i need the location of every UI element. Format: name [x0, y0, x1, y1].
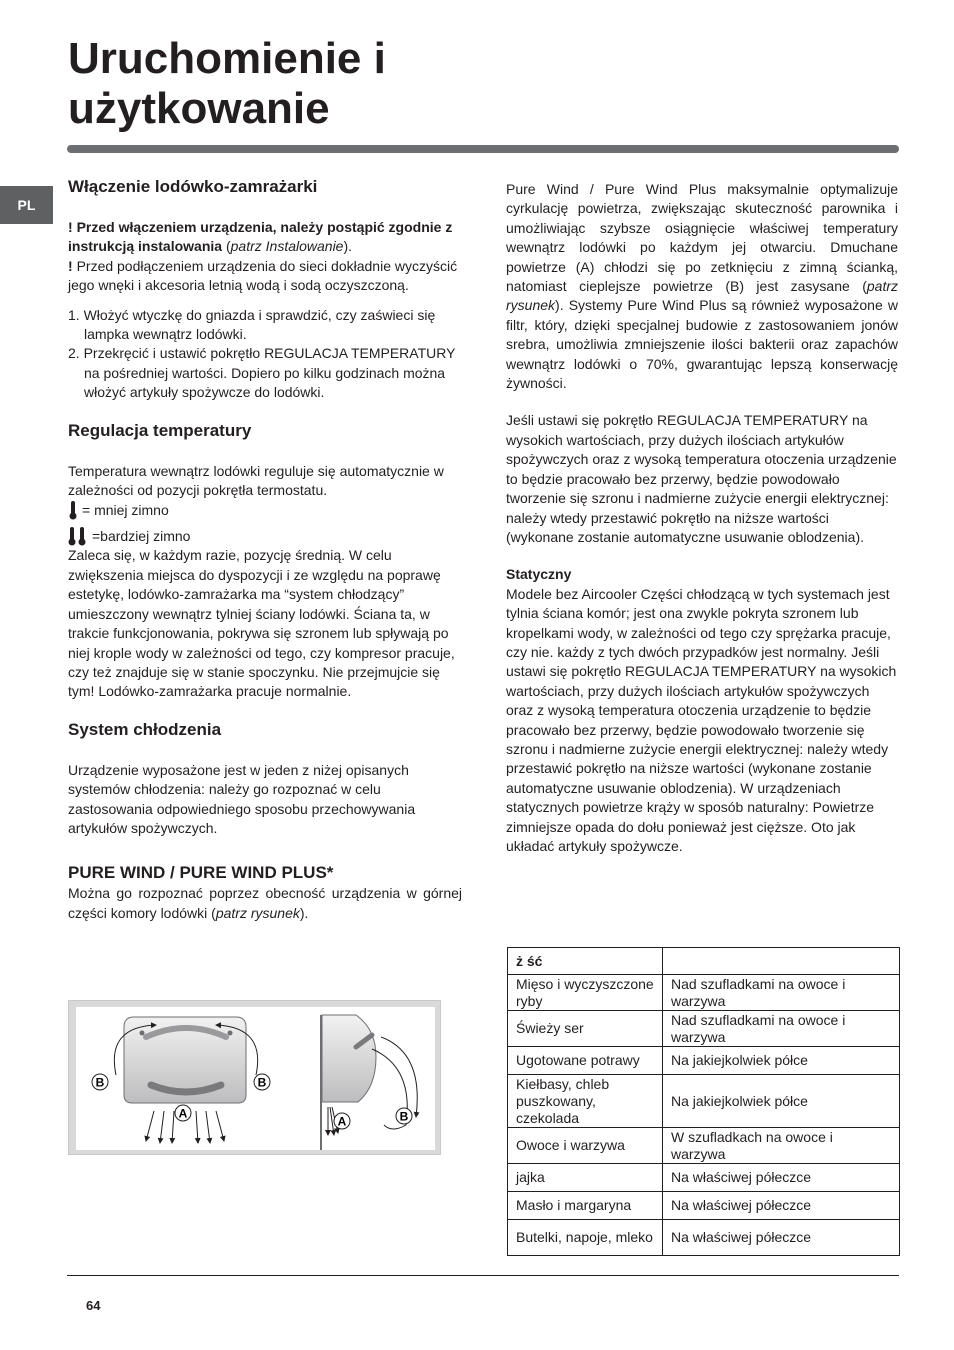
startup-steps — [68, 306, 462, 403]
label-a-side — [334, 1113, 350, 1129]
warning-mark: ! — [68, 257, 73, 274]
page-title-line-2: użytkowanie — [68, 84, 330, 133]
label-b-left-text: B — [95, 1075, 105, 1090]
label-a-side-text: A — [337, 1114, 347, 1129]
food-cell: Butelki, napoje, mleko — [508, 1220, 663, 1256]
pure-wind-description-ref: patrz rysunek — [506, 278, 898, 314]
more-cold-label: =bardziej zimno — [92, 527, 191, 544]
less-cold-label: = mniej zimno — [82, 501, 169, 518]
table-row — [508, 1128, 900, 1164]
label-b-right — [254, 1074, 270, 1090]
language-tab: PL — [0, 186, 53, 224]
food-storage-table — [507, 947, 900, 1256]
cooling-system-body: Urządzenie wyposażone jest w jeden z niżej opisanych systemów chłodzenia: należy go rozpoznać w celu zastosowania odpowiedniego sposobu przechowywania artykułów spożywczych. — [68, 761, 416, 836]
table-header-cell: ż ść — [508, 948, 663, 975]
section-heading-cooling-system: System chłodzenia — [68, 719, 222, 739]
more-cold-legend — [68, 526, 462, 546]
list-item: 1. Włożyć wtyczkę do gniazda i sprawdzić, czy zaświeci się lampka wewnątrz lodówki. — [68, 306, 436, 343]
location-cell: W szufladkach na owoce i warzywa — [663, 1128, 900, 1164]
airflow-diagram — [76, 1007, 435, 1150]
food-cell: Owoce i warzywa — [508, 1128, 663, 1164]
location-cell: Na jakiejkolwiek półce — [663, 1075, 900, 1128]
page-title-line-1: Uruchomienie i — [68, 34, 386, 83]
label-b-right-text: B — [257, 1075, 267, 1090]
warning-installation-close: ). — [343, 238, 353, 255]
table-row — [508, 975, 900, 1011]
location-cell: Na właściwej półeczce — [663, 1192, 900, 1220]
front-view-unit — [114, 1017, 257, 1143]
list-item: 2. Przekręcić i ustawić pokrętło REGULACJA TEMPERATURY na pośredniej wartości. Dopiero po kilku godzinach można włożyć artykuły spożywcze do lodówki. — [68, 345, 456, 401]
less-cold-legend — [68, 500, 462, 520]
right-column — [506, 180, 898, 856]
page-title — [68, 34, 768, 134]
table-header-row — [508, 948, 900, 975]
location-cell: Nad szufladkami na owoce i warzywa — [663, 1011, 900, 1047]
table-row — [508, 1192, 900, 1220]
label-b-left — [92, 1074, 108, 1090]
label-b-side-text: B — [399, 1109, 409, 1124]
thermostat-high-note: Jeśli ustawi się pokrętło REGULACJA TEMPERATURY na wysokich wartościach, przy dużych ilościach artykułów spożywczych oraz z wysoką temperatura otoczenia urządzenie to będzie pracowało bez przerwy, będzie powodowało tworzenie się szronu i nadmierne zużycie energii elektrycznej: należy wtedy przestawić pokrętło na niższe wartości (wykonane zostanie automatyczne usuwanie oblodzenia). — [506, 412, 897, 545]
warning-cleaning — [68, 257, 462, 296]
table-row — [508, 1164, 900, 1192]
food-cell: Ugotowane potrawy — [508, 1047, 663, 1075]
pure-wind-figure-ref: patrz rysunek — [215, 904, 300, 921]
static-heading: Statyczny — [506, 566, 572, 583]
footer-divider — [67, 1275, 899, 1276]
food-cell: Świeży ser — [508, 1011, 663, 1047]
pure-wind-body-a: Można go rozpoznać poprzez obecność urządzenia w górnej części komory lodówki ( — [68, 885, 462, 921]
warning-installation-ref: patrz Instalowanie — [230, 238, 344, 255]
table-header-cell — [663, 948, 900, 975]
location-cell: Na właściwej półeczce — [663, 1164, 900, 1192]
side-view-unit — [321, 1015, 417, 1150]
temperature-intro: Temperatura wewnątrz lodówki reguluje się automatycznie w zależności od pozycji pokrętła termostatu. — [68, 462, 444, 499]
static-body: Modele bez Aircooler Części chłodzącą w tych systemach jest tylnia ściana komór; jest ona zwykle pokryta szronem lub kropelkami wody, w zależności od tego czy sprężarka pracuje, czy nie. każdy z tych dwóch przypadków jest normalny. Jeśli ustawi się pokrętło REGULACJA TEMPERATURY na wysokich wartościach, przy dużych ilościach artykułów spożywczych oraz z wysoką temperatura otoczenia urządzenie to będzie pracowało bez przerwy, będzie powodowało tworzenie się szronu i nadmierne zużycie energii elektrycznej: należy wtedy przestawić pokrętło na niższe wartości (wykonane zostanie automatyczne usuwanie oblodzenia). W urządzeniach statycznych powietrze krąży w sposób naturalny: Powietrze zimniejsze opada do dołu ponieważ jest cięższe. Oto jak układać artykuły spożywcze. — [506, 585, 897, 854]
pure-wind-description-b: ). Systemy Pure Wind Plus są również wyposażone w filtr, który, dzięki specjalnej budowie z zastosowaniem jonów srebra, umożliwia zmniejszenie ilości bakterii oraz zapachów wewnątrz lodówki o 70%, gwarantując lepszą konserwację żywności. — [506, 297, 898, 392]
section-heading-switch-on: Włączenie lodówko-zamrażarki — [68, 177, 318, 196]
pure-wind-description — [506, 180, 898, 393]
thermometer-low-icon — [68, 500, 78, 520]
pure-wind-description-a: Pure Wind / Pure Wind Plus maksymalnie optymalizuje cyrkulację powietrza, zwiększając skuteczność parownika i umożliwiając szybsze osiągnięcie właściwej temperatury wewnątrz lodówki po każdym jej otwarciu. Dmuchane powietrze (A) chłodzi się po zetknięciu z zimną ścianką, natomiast cieplejsze powietrze (B) jest zasysane ( — [506, 181, 898, 295]
location-cell: Na właściwej półeczce — [663, 1220, 900, 1256]
table-row — [508, 1075, 900, 1128]
location-cell: Na jakiejkolwiek półce — [663, 1047, 900, 1075]
warning-installation — [68, 218, 462, 257]
label-b-side — [396, 1108, 412, 1124]
label-a-front-text: A — [178, 1106, 188, 1121]
pure-wind-body — [68, 884, 462, 923]
food-cell: Masło i margaryna — [508, 1192, 663, 1220]
warning-cleaning-text: Przed podłączeniem urządzenia do sieci dokładnie wyczyścić jego wnęki i akcesoria letnią wodą i sodą oczyszczoną. — [68, 257, 458, 294]
figure-canvas — [76, 1007, 435, 1150]
warning-mark: ! — [68, 219, 73, 235]
thermometer-high-icon — [68, 526, 88, 546]
table-row — [508, 1220, 900, 1256]
food-cell: Kiełbasy, chleb puszkowany, czekolada — [508, 1075, 663, 1128]
table-row — [508, 1011, 900, 1047]
section-heading-temperature: Regulacja temperatury — [68, 420, 252, 440]
section-heading-pure-wind: PURE WIND / PURE WIND PLUS* — [68, 863, 334, 883]
left-column — [68, 176, 462, 923]
pure-wind-figure — [68, 1000, 441, 1155]
food-cell: Mięso i wyczyszczone ryby — [508, 975, 663, 1011]
location-cell: Nad szufladkami na owoce i warzywa — [663, 975, 900, 1011]
table-row — [508, 1047, 900, 1075]
page-number: 64 — [86, 1298, 101, 1313]
warning-installation-open: ( — [222, 238, 231, 255]
title-divider — [67, 145, 899, 153]
label-a-front — [175, 1105, 191, 1121]
temperature-body: Zaleca się, w każdym razie, pozycję średnią. W celu zwiększenia miejsca do dyspozycji i ze względu na poprawę estetykę, lodówko-zamrażarka ma “system chłodzący” umieszczony wewnątrz tylniej ściany lodówki. Ściana ta, w trakcie funkcjonowania, pokrywa się szronem lub spływają po niej krople wody w zależności od tego, czy kompresor pracuje, czy też znajduje się w stanie spoczynku. Nie przejmujcie się tym! Lodówko-zamrażarka pracuje normalnie. — [68, 547, 455, 700]
food-cell: jajka — [508, 1164, 663, 1192]
pure-wind-body-b: ). — [299, 904, 309, 921]
warning-installation-text: Przed włączeniem urządzenia, należy postąpić zgodnie z instrukcją instalowania — [68, 219, 453, 255]
